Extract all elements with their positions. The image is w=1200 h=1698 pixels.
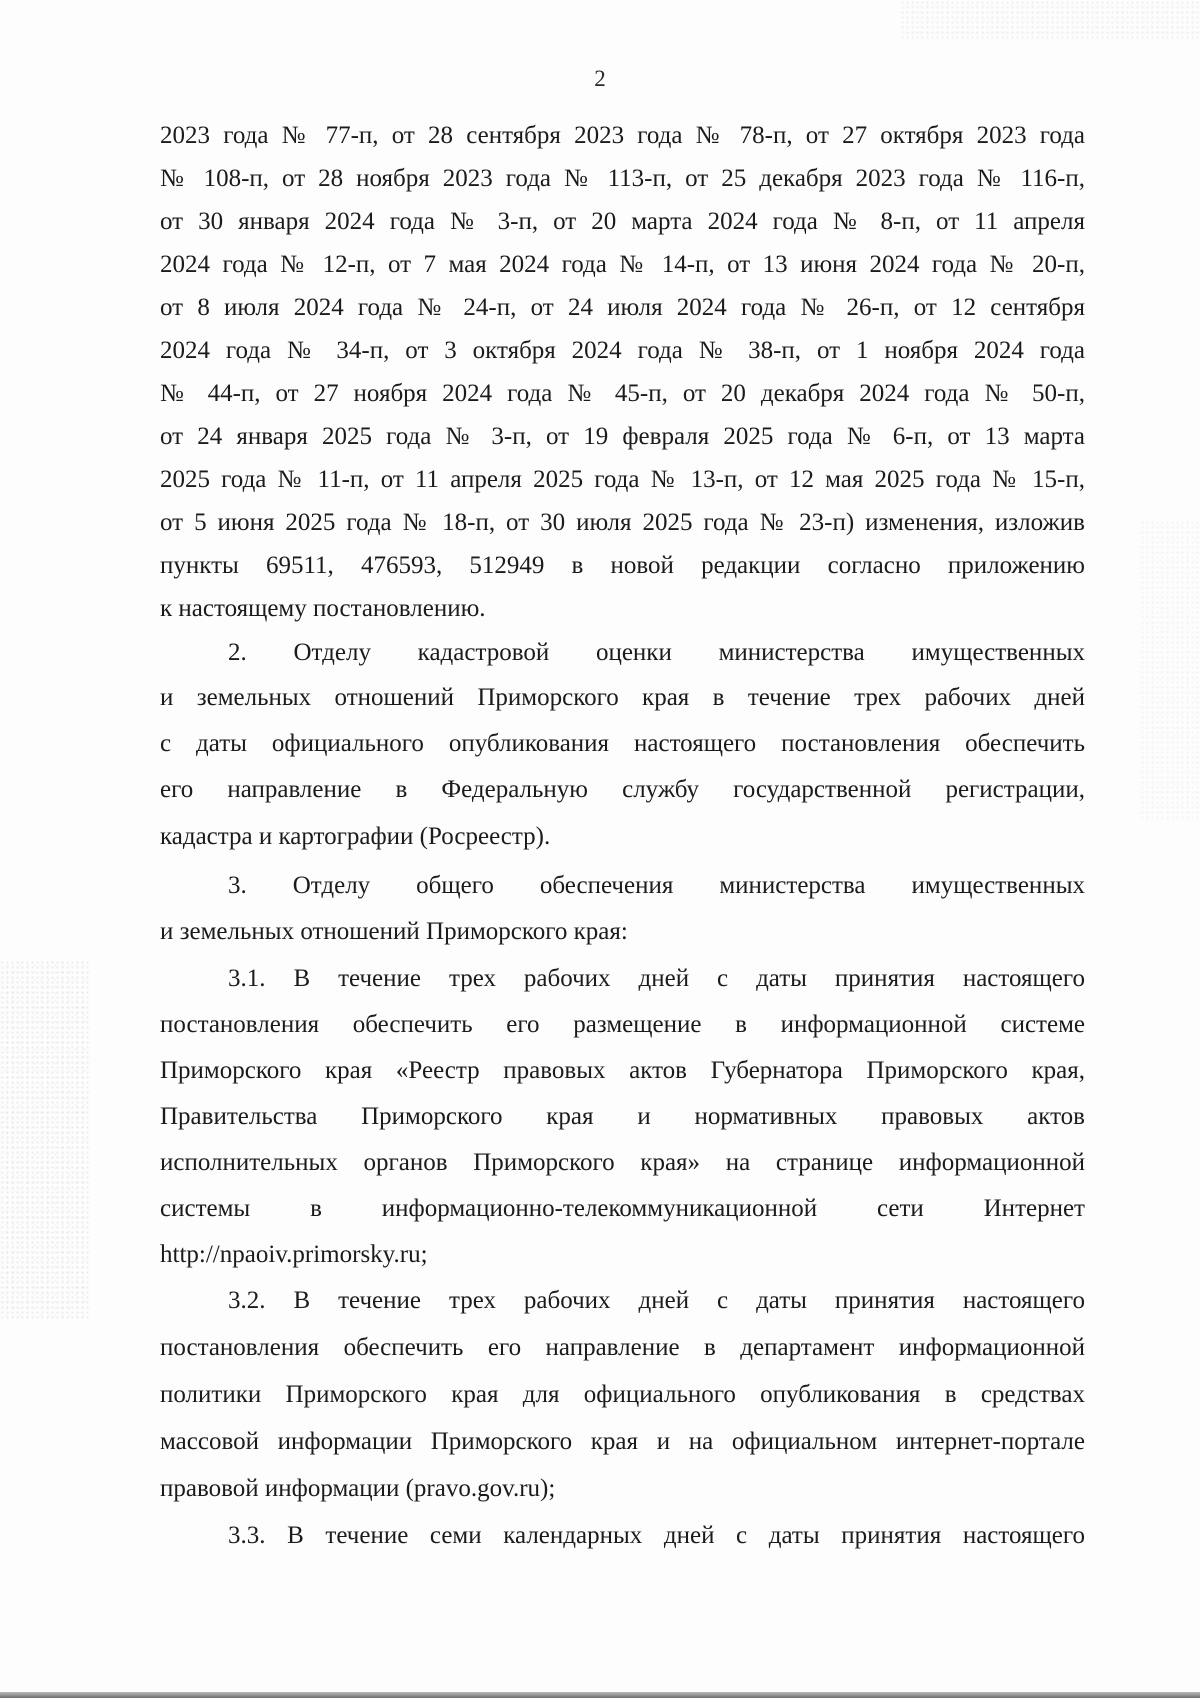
- scan-bottom-edge: [0, 1692, 1200, 1698]
- page-number: 2: [594, 66, 606, 91]
- scan-noise-right: [1140, 520, 1200, 820]
- scan-noise-top-right: [900, 0, 1200, 40]
- text-line: к настоящему постановлению.: [160, 595, 486, 622]
- text-line: и земельных отношений Приморского края в течение трех рабочих дней: [160, 684, 1085, 711]
- text-line: 2023 года № 77-п, от 28 сентября 2023 года № 78-п, от 27 октября 2023 года: [160, 122, 1085, 149]
- text-line: 2024 года № 34-п, от 3 октября 2024 года № 38-п, от 1 ноября 2024 года: [160, 337, 1085, 364]
- paragraph-2-start: 2. Отделу кадастровой оценки министерства имущественных: [228, 639, 1085, 666]
- url-line: http://npaoiv.primorsky.ru;: [160, 1241, 428, 1268]
- paragraph-3-1-start: 3.1. В течение трех рабочих дней с даты принятия настоящего: [228, 965, 1085, 992]
- text-line: от 8 июля 2024 года № 24-п, от 24 июля 2024 года № 26-п, от 12 сентября: [160, 294, 1085, 321]
- paragraph-3-2-start: 3.2. В течение трех рабочих дней с даты принятия настоящего: [228, 1287, 1085, 1314]
- text-line: политики Приморского края для официального опубликования в средствах: [160, 1381, 1085, 1408]
- text-line: постановления обеспечить его размещение в информационной системе: [160, 1011, 1085, 1038]
- text-line: № 44-п, от 27 ноября 2024 года № 45-п, от 20 декабря 2024 года № 50-п,: [160, 380, 1085, 407]
- text-line: от 5 июня 2025 года № 18-п, от 30 июля 2025 года № 23-п) изменения, изложив: [160, 509, 1085, 536]
- text-line: кадастра и картографии (Росреестр).: [160, 823, 551, 850]
- text-line: № 108-п, от 28 ноября 2023 года № 113-п, от 25 декабря 2023 года № 116-п,: [160, 165, 1085, 192]
- text-line: с даты официального опубликования настоящего постановления обеспечить: [160, 730, 1085, 757]
- text-line: системы в информационно-телекоммуникационной сети Интернет: [160, 1195, 1085, 1222]
- text-line: исполнительных органов Приморского края» на странице информационной: [160, 1149, 1085, 1176]
- text-line: 2025 года № 11-п, от 11 апреля 2025 года № 13-п, от 12 мая 2025 года № 15-п,: [160, 466, 1085, 493]
- text-line: правовой информации (pravo.gov.ru);: [160, 1475, 556, 1502]
- text-line: постановления обеспечить его направление в департамент информационной: [160, 1334, 1085, 1361]
- text-line: его направление в Федеральную службу государственной регистрации,: [160, 776, 1085, 803]
- text-line: массовой информации Приморского края и на официальном интернет-портале: [160, 1428, 1085, 1455]
- text-line: и земельных отношений Приморского края:: [160, 918, 628, 945]
- text-line: пункты 69511, 476593, 512949 в новой редакции согласно приложению: [160, 552, 1085, 579]
- text-line: Приморского края «Реестр правовых актов Губернатора Приморского края,: [160, 1057, 1085, 1084]
- text-line: 2024 года № 12-п, от 7 мая 2024 года № 14-п, от 13 июня 2024 года № 20-п,: [160, 251, 1085, 278]
- paragraph-3-3-start: 3.3. В течение семи календарных дней с даты принятия настоящего: [228, 1522, 1085, 1549]
- text-line: от 24 января 2025 года № 3-п, от 19 февраля 2025 года № 6-п, от 13 марта: [160, 423, 1085, 450]
- text-line: Правительства Приморского края и нормативных правовых актов: [160, 1103, 1085, 1130]
- scan-noise-left: [0, 960, 90, 1320]
- paragraph-3-start: 3. Отделу общего обеспечения министерства имущественных: [228, 872, 1085, 899]
- text-line: от 30 января 2024 года № 3-п, от 20 марта 2024 года № 8-п, от 11 апреля: [160, 208, 1085, 235]
